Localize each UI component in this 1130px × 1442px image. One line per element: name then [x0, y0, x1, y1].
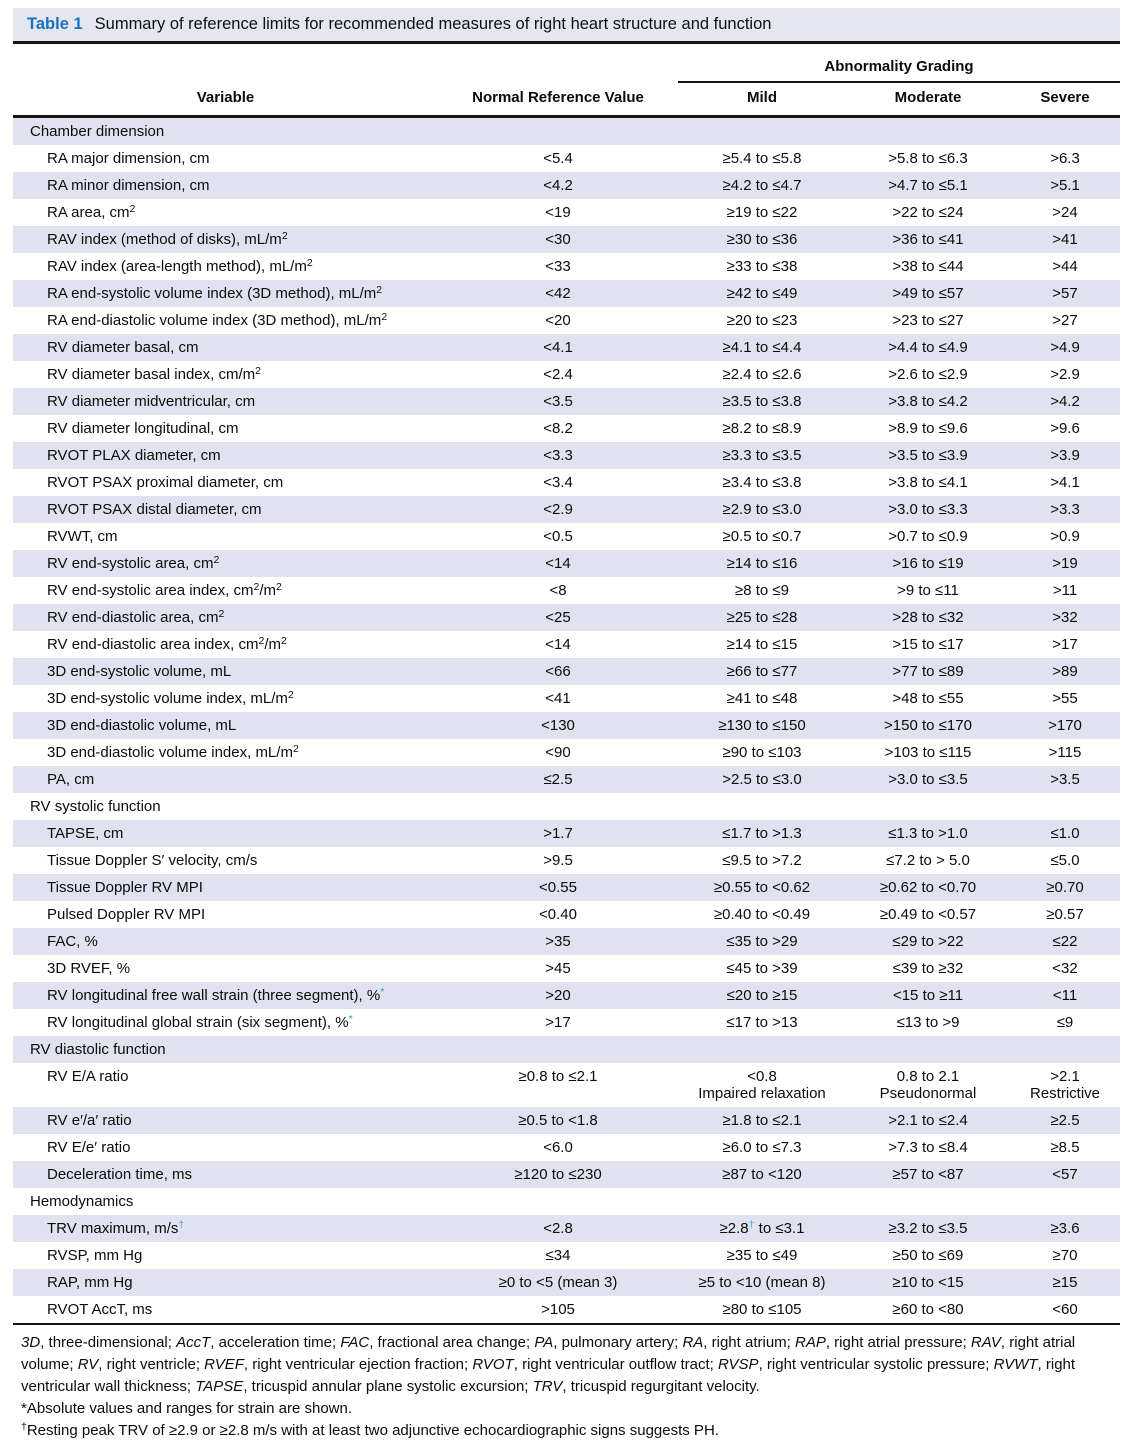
table-row — [13, 766, 1120, 793]
table-row — [13, 1134, 1120, 1161]
moderate-value: >4.4 to ≤4.9 — [888, 339, 968, 356]
mild-value: ≥4.2 to ≤4.7 — [722, 177, 802, 194]
moderate-value — [846, 1063, 1010, 1107]
normal-value: <2.9 — [543, 501, 573, 518]
table-row — [13, 631, 1120, 658]
normal-value: <42 — [545, 285, 571, 302]
table-row — [13, 280, 1120, 307]
table-row — [13, 496, 1120, 523]
severe-value: >0.9 — [1050, 528, 1080, 545]
table-row — [13, 874, 1120, 901]
variable-label: RV end-diastolic area, $cm^2$ — [47, 608, 225, 626]
mild-value: ≤1.7 to >1.3 — [722, 825, 802, 842]
table-number: Table 1 — [27, 15, 83, 33]
moderate-value: ≥10 to <15 — [892, 1274, 964, 1291]
table-row — [13, 712, 1120, 739]
col-header-mild: Mild — [678, 82, 846, 117]
mild-value: ≥20 to ≤23 — [726, 312, 798, 329]
variable-label: TRV maximum, m/s† — [47, 1219, 185, 1237]
normal-value: <8.2 — [543, 420, 573, 437]
moderate-value: >9 to ≤11 — [897, 582, 959, 599]
severe-value: >3.5 — [1050, 771, 1080, 788]
severe-value: ≥15 — [1052, 1274, 1078, 1291]
normal-value: ≥0.8 to ≤2.1 — [518, 1068, 598, 1085]
section-row — [13, 1188, 1120, 1215]
variable-label: PA, cm — [47, 771, 95, 788]
table-row — [13, 226, 1120, 253]
moderate-value: ≤39 to ≥32 — [892, 960, 964, 977]
normal-value: <30 — [545, 231, 571, 248]
mild-value: ≥8.2 to ≤8.9 — [722, 420, 802, 437]
table-row — [13, 982, 1120, 1009]
mild-value: ≥19 to ≤22 — [726, 204, 798, 221]
variable-label: RV end-systolic area, $cm^2$ — [47, 554, 220, 572]
variable-label: RV diameter basal, cm — [47, 339, 199, 356]
normal-value: <33 — [545, 258, 571, 275]
table-row — [13, 334, 1120, 361]
reference-limits-table — [13, 44, 1120, 1325]
normal-value: >17 — [545, 1014, 571, 1031]
variable-label: RV end-diastolic area index, $cm^2/m^2$ — [47, 635, 287, 653]
normal-value: <14 — [545, 555, 571, 572]
moderate-value: ≥3.2 to ≤3.5 — [888, 1220, 968, 1237]
section-row — [13, 793, 1120, 820]
mild-value: ≤9.5 to >7.2 — [722, 852, 802, 869]
table-row — [13, 199, 1120, 226]
mild-value: ≥0.55 to <0.62 — [713, 879, 811, 896]
moderate-value: ≤1.3 to >1.0 — [888, 825, 968, 842]
variable-label: RA major dimension, cm — [47, 150, 210, 167]
moderate-value: ≥0.62 to <0.70 — [879, 879, 977, 896]
moderate-value: >36 to ≤41 — [892, 231, 964, 248]
table-row — [13, 253, 1120, 280]
moderate-value: <15 to ≥11 — [892, 987, 964, 1004]
moderate-value: >23 to ≤27 — [892, 312, 964, 329]
variable-label: RV longitudinal free wall strain (three segment), %* — [47, 986, 385, 1004]
moderate-value: >3.0 to ≤3.5 — [888, 771, 968, 788]
mild-value: >2.5 to ≤3.0 — [722, 771, 802, 788]
severe-value: ≥70 — [1052, 1247, 1078, 1264]
normal-value: <5.4 — [543, 150, 573, 167]
severe-value: >17 — [1052, 636, 1078, 653]
severe-value: >11 — [1052, 582, 1078, 599]
variable-label: RV diameter longitudinal, cm — [47, 420, 239, 437]
severe-value: ≥0.70 — [1046, 879, 1084, 896]
moderate-value: >3.5 to ≤3.9 — [888, 447, 968, 464]
col-header-variable: Variable — [13, 82, 438, 117]
moderate-value: >150 to ≤170 — [884, 717, 972, 734]
variable-label: 3D RVEF, % — [47, 960, 131, 977]
table-row — [13, 550, 1120, 577]
table-row — [13, 604, 1120, 631]
normal-value: ≥120 to ≤230 — [514, 1166, 602, 1183]
severe-value: >27 — [1052, 312, 1078, 329]
variable-label: RA end-diastolic volume index (3D method), $mL/m^2$ — [47, 311, 388, 329]
table-row — [13, 523, 1120, 550]
moderate-value: ≥57 to <87 — [892, 1166, 964, 1183]
severe-value: ≥8.5 — [1050, 1139, 1080, 1156]
section-label: RV diastolic function — [30, 1041, 166, 1058]
mild-value: ≥66 to ≤77 — [726, 663, 798, 680]
variable-label: RVOT PLAX diameter, cm — [47, 447, 221, 464]
severe-value: >5.1 — [1050, 177, 1080, 194]
moderate-value: >28 to ≤32 — [892, 609, 964, 626]
variable-label: Tissue Doppler RV MPI — [47, 879, 203, 896]
abbreviations-note: 3D, three-dimensional; AccT, acceleration time; FAC, fractional area change; PA, pulmonary artery; RA, right atrium; RAP, right atrial pressure; RAV, right atrial volume; RV, right ventricle; RVEF, right ventricular ejection fraction; RVOT, right ventricular outflow tract; RVSP, right ventricular systolic pressure; RVWT, right ventricular wall thickness; TAPSE, tricuspid annular plane systolic excursion; TRV, tricuspid regurgitant velocity. — [21, 1334, 1076, 1396]
value-line: >2.1 — [1050, 1068, 1080, 1085]
value-line: 0.8 to 2.1 — [896, 1068, 960, 1085]
mild-value: ≥130 to ≤150 — [718, 717, 806, 734]
variable-label: 3D end-systolic volume, mL — [47, 663, 232, 680]
mild-value — [678, 1063, 846, 1107]
section-label: RV systolic function — [30, 798, 161, 815]
moderate-value: >3.8 to ≤4.1 — [888, 474, 968, 491]
section-label: Hemodynamics — [30, 1193, 134, 1210]
variable-label: RVOT PSAX proximal diameter, cm — [47, 474, 284, 491]
section-label: Chamber dimension — [30, 123, 165, 140]
moderate-value: ≥0.49 to <0.57 — [879, 906, 977, 923]
table-row — [13, 361, 1120, 388]
table-row — [13, 307, 1120, 334]
severe-value: >44 — [1052, 258, 1078, 275]
variable-label: RV longitudinal global strain (six segment), %* — [47, 1013, 353, 1031]
variable-label: Pulsed Doppler RV MPI — [47, 906, 206, 923]
table-row — [13, 658, 1120, 685]
normal-value: <90 — [545, 744, 571, 761]
mild-value: ≥80 to ≤105 — [722, 1301, 802, 1318]
normal-value: <2.4 — [543, 366, 573, 383]
moderate-value: >38 to ≤44 — [892, 258, 964, 275]
normal-value: <25 — [545, 609, 571, 626]
table-row — [13, 415, 1120, 442]
table-row — [13, 928, 1120, 955]
mild-value: ≥5.4 to ≤5.8 — [722, 150, 802, 167]
variable-label: RV diameter midventricular, cm — [47, 393, 256, 410]
group-header-spacer — [13, 44, 678, 82]
normal-value: <14 — [545, 636, 571, 653]
moderate-value: >8.9 to ≤9.6 — [888, 420, 968, 437]
variable-label: RAV index (area-length method), $mL/m^2$ — [47, 257, 313, 275]
severe-value: ≥2.5 — [1050, 1112, 1080, 1129]
table-row — [13, 847, 1120, 874]
group-header-row — [13, 44, 1120, 82]
variable-label: RA area, $cm^2$ — [47, 203, 136, 221]
mild-value: ≤35 to >29 — [726, 933, 798, 950]
variable-label: RV E/A ratio — [47, 1068, 129, 1085]
severe-value: <32 — [1052, 960, 1078, 977]
section-row — [13, 117, 1120, 146]
variable-label: RVWT, cm — [47, 528, 118, 545]
table-row — [13, 820, 1120, 847]
moderate-value: >48 to ≤55 — [892, 690, 964, 707]
footnotes — [13, 1332, 1120, 1442]
normal-value: <3.4 — [543, 474, 573, 491]
column-header-row — [13, 82, 1120, 117]
variable-label: RVOT PSAX distal diameter, cm — [47, 501, 262, 518]
col-header-moderate: Moderate — [846, 82, 1010, 117]
mild-value: ≥5 to <10 (mean 8) — [698, 1274, 826, 1291]
normal-value: <4.1 — [543, 339, 573, 356]
table-row — [13, 685, 1120, 712]
asterisk-note: *Absolute values and ranges for strain are shown. — [21, 1400, 353, 1418]
mild-value: ≥42 to ≤49 — [726, 285, 798, 302]
severe-value: >4.1 — [1050, 474, 1080, 491]
variable-label: RV e′/a′ ratio — [47, 1112, 132, 1129]
severe-value: >24 — [1052, 204, 1078, 221]
moderate-value: >77 to ≤89 — [892, 663, 964, 680]
mild-value: ≥33 to ≤38 — [726, 258, 798, 275]
moderate-value: ≤7.2 to > 5.0 — [886, 852, 970, 869]
severe-value: >170 — [1048, 717, 1082, 734]
variable-label: RV diameter basal index, $cm/m^2$ — [47, 365, 261, 383]
mild-value: ≥2.9 to ≤3.0 — [722, 501, 802, 518]
severe-value: ≤1.0 — [1050, 825, 1080, 842]
table-row — [13, 955, 1120, 982]
col-header-severe: Severe — [1010, 82, 1120, 117]
moderate-value: >7.3 to ≤8.4 — [888, 1139, 968, 1156]
table-row — [13, 442, 1120, 469]
mild-value: ≥0.40 to <0.49 — [713, 906, 811, 923]
mild-value: ≤45 to >39 — [726, 960, 798, 977]
normal-value: <6.0 — [543, 1139, 573, 1156]
normal-value: <66 — [545, 663, 571, 680]
table-row — [13, 145, 1120, 172]
normal-value: <20 — [545, 312, 571, 329]
moderate-value: >49 to ≤57 — [892, 285, 964, 302]
severe-value: >32 — [1052, 609, 1078, 626]
variable-label: RAV index (method of disks), $mL/m^2$ — [47, 230, 288, 248]
variable-label: RVSP, mm Hg — [47, 1247, 143, 1264]
normal-value: <2.8 — [543, 1220, 573, 1237]
severe-value — [1010, 1063, 1120, 1107]
normal-value: ≤34 — [545, 1247, 571, 1264]
table-row — [13, 1161, 1120, 1188]
table-row — [13, 1269, 1120, 1296]
normal-value: <130 — [541, 717, 575, 734]
mild-value: ≥90 to ≤103 — [722, 744, 802, 761]
moderate-value: ≤29 to >22 — [892, 933, 964, 950]
value-line: Restrictive — [1029, 1085, 1100, 1102]
variable-label: Tissue Doppler S′ velocity, cm/s — [47, 852, 258, 869]
table-caption — [13, 8, 1120, 44]
variable-label: Deceleration time, ms — [47, 1166, 193, 1183]
col-header-normal: Normal Reference Value — [438, 82, 678, 117]
mild-value: ≤17 to >13 — [726, 1014, 798, 1031]
normal-value: <19 — [545, 204, 571, 221]
severe-value: >6.3 — [1050, 150, 1080, 167]
severe-value: >3.3 — [1050, 501, 1080, 518]
severe-value: >2.9 — [1050, 366, 1080, 383]
severe-value: ≤5.0 — [1050, 852, 1080, 869]
severe-value: >4.2 — [1050, 393, 1080, 410]
normal-value: ≥0 to <5 (mean 3) — [498, 1274, 618, 1291]
column-group-header: Abnormality Grading — [678, 44, 1120, 82]
moderate-value: >15 to ≤17 — [892, 636, 964, 653]
table-row — [13, 388, 1120, 415]
normal-value: <4.2 — [543, 177, 573, 194]
normal-value: >105 — [541, 1301, 575, 1318]
severe-value: >9.6 — [1050, 420, 1080, 437]
moderate-value: >4.7 to ≤5.1 — [888, 177, 968, 194]
variable-label: 3D end-diastolic volume, mL — [47, 717, 237, 734]
mild-value: ≥0.5 to ≤0.7 — [722, 528, 802, 545]
normal-value: <41 — [545, 690, 571, 707]
normal-value: >45 — [545, 960, 571, 977]
moderate-value: >22 to ≤24 — [892, 204, 964, 221]
table-row — [13, 1063, 1120, 1107]
mild-value: ≥1.8 to ≤2.1 — [722, 1112, 802, 1129]
severe-value: >89 — [1052, 663, 1078, 680]
severe-value: >3.9 — [1050, 447, 1080, 464]
table-row — [13, 901, 1120, 928]
mild-value: ≥14 to ≤16 — [726, 555, 798, 572]
variable-label: FAC, % — [47, 933, 98, 950]
value-line: Pseudonormal — [879, 1085, 977, 1102]
moderate-value: >2.1 to ≤2.4 — [888, 1112, 968, 1129]
normal-value: <3.3 — [543, 447, 573, 464]
dagger-note: †Resting peak TRV of ≥2.9 or ≥2.8 m/s with at least two adjunctive echocardiographic signs suggests PH. — [21, 1421, 719, 1440]
mild-value: ≥3.4 to ≤3.8 — [722, 474, 802, 491]
moderate-value: >103 to ≤115 — [884, 744, 972, 761]
table-row — [13, 1107, 1120, 1134]
value-line: <0.8 — [747, 1068, 777, 1085]
severe-value: ≥3.6 — [1050, 1220, 1080, 1237]
variable-label: 3D end-systolic volume index, $mL/m^2$ — [47, 689, 294, 707]
normal-value: ≤2.5 — [543, 771, 573, 788]
mild-value: ≥6.0 to ≤7.3 — [722, 1139, 802, 1156]
table-row — [13, 1215, 1120, 1242]
mild-value: ≥87 to <120 — [722, 1166, 802, 1183]
severe-value: >4.9 — [1050, 339, 1080, 356]
mild-value: ≤20 to ≥15 — [726, 987, 798, 1004]
normal-value: <0.5 — [543, 528, 573, 545]
mild-value: ≥14 to ≤15 — [726, 636, 798, 653]
moderate-value: >3.0 to ≤3.3 — [888, 501, 968, 518]
moderate-value: >0.7 to ≤0.9 — [888, 528, 968, 545]
variable-label: RA minor dimension, cm — [47, 177, 210, 194]
page-title: Summary of reference limits for recommended measures of right heart structure and function — [94, 15, 772, 33]
severe-value: ≥0.57 — [1046, 906, 1084, 923]
moderate-value: ≥60 to <80 — [892, 1301, 964, 1318]
severe-value: <57 — [1052, 1166, 1078, 1183]
severe-value: >19 — [1052, 555, 1078, 572]
mild-value: ≥3.5 to ≤3.8 — [722, 393, 802, 410]
moderate-value: ≤13 to >9 — [896, 1014, 960, 1031]
normal-value: >1.7 — [543, 825, 573, 842]
variable-label: RV E/e′ ratio — [47, 1139, 131, 1156]
mild-value: ≥4.1 to ≤4.4 — [722, 339, 802, 356]
table-row — [13, 1242, 1120, 1269]
table-figure — [13, 8, 1120, 1442]
mild-value: ≥3.3 to ≤3.5 — [722, 447, 802, 464]
normal-value: <0.55 — [539, 879, 577, 896]
normal-value: <3.5 — [543, 393, 573, 410]
mild-value: ≥25 to ≤28 — [726, 609, 798, 626]
moderate-value: ≥50 to ≤69 — [892, 1247, 964, 1264]
mild-value: ≥41 to ≤48 — [726, 690, 798, 707]
variable-label: RA end-systolic volume index (3D method), $mL/m^2$ — [47, 284, 383, 302]
mild-value: ≥35 to ≤49 — [726, 1247, 798, 1264]
severe-value: <60 — [1052, 1301, 1078, 1318]
mild-value: ≥2.4 to ≤2.6 — [722, 366, 802, 383]
severe-value: >115 — [1048, 744, 1082, 761]
severe-value: >41 — [1052, 231, 1078, 248]
severe-value: >57 — [1052, 285, 1078, 302]
variable-label: RVOT AccT, ms — [47, 1301, 153, 1318]
normal-value: <0.40 — [539, 906, 577, 923]
normal-value: >20 — [545, 987, 571, 1004]
section-row — [13, 1036, 1120, 1063]
table-row — [13, 172, 1120, 199]
severe-value: <11 — [1052, 987, 1078, 1004]
moderate-value: >16 to ≤19 — [892, 555, 964, 572]
table-row — [13, 739, 1120, 766]
moderate-value: >3.8 to ≤4.2 — [888, 393, 968, 410]
variable-label: RAP, mm Hg — [47, 1274, 133, 1291]
table-row — [13, 577, 1120, 604]
table-row — [13, 1009, 1120, 1036]
variable-label: RV end-systolic area index, $cm^2/m^2$ — [47, 581, 282, 599]
mild-value: ≥2.8† to ≤3.1 — [719, 1219, 805, 1237]
moderate-value: >5.8 to ≤6.3 — [888, 150, 968, 167]
severe-value: ≤22 — [1052, 933, 1078, 950]
variable-label: 3D end-diastolic volume index, $mL/m^2$ — [47, 743, 299, 761]
table-row — [13, 469, 1120, 496]
normal-value: ≥0.5 to <1.8 — [518, 1112, 598, 1129]
value-line: Impaired relaxation — [698, 1085, 826, 1102]
mild-value: ≥8 to ≤9 — [735, 582, 789, 599]
normal-value: >35 — [545, 933, 571, 950]
normal-value: >9.5 — [543, 852, 573, 869]
normal-value: <8 — [549, 582, 567, 599]
variable-label: TAPSE, cm — [47, 825, 124, 842]
moderate-value: >2.6 to ≤2.9 — [888, 366, 968, 383]
mild-value: ≥30 to ≤36 — [726, 231, 798, 248]
severe-value: >55 — [1052, 690, 1078, 707]
severe-value: ≤9 — [1056, 1014, 1074, 1031]
table-row — [13, 1296, 1120, 1324]
